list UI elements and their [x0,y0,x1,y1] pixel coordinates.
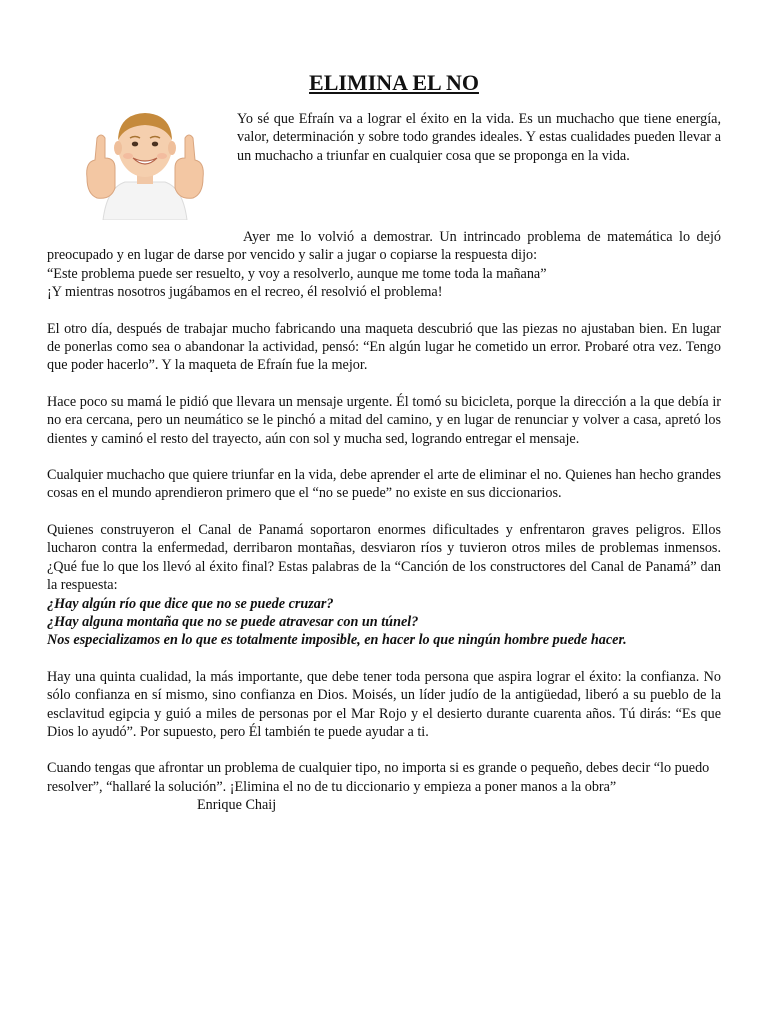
paragraph-8 [47,759,721,814]
intro-section [47,110,721,228]
song-line-3: Nos especializamos en lo que es totalmente imposible, en hacer lo que ningún hombre puede hacer. [47,632,627,649]
paragraph-3: El otro día, después de trabajar mucho fabricando una maqueta descubrió que las piezas no ajustaban bien. En lugar de ponerlas como sea o abandonar la actividad, pensó: “En algún lugar he cometido un error. Probaré otra vez. Tengo que poder hacerlo”. Y la maqueta de Efraín fue la mejor. [47,320,721,374]
paragraph-6: Quienes construyeron el Canal de Panamá soportaron enormes dificultades y enfrentaron graves peligros. Ellos lucharon contra la enfermedad, derribaron montañas, desviaron ríos y tuvieron otros miles de problemas inmensos. ¿Qué fue lo que los llevó al éxito final? Estas palabras de la “Canción de los constructores del Canal de Panamá” dan la respuesta: [47,521,721,594]
boy-thumbs-up-icon [81,108,209,220]
paragraph-4: Hace poco su mamá le pidió que llevara un mensaje urgente. Él tomó su bicicleta, porque la dirección a la que debía ir no era cercana, pero un neumático se le pinchó a mitad del camino, y en lugar de renunciar y volver a casa, apretó los dientes y caminó el resto del trayecto, aún con sol y mucha sed, logrando entregar el mensaje. [47,393,721,447]
paragraph-8-text: Cuando tengas que afrontar un problema de cualquier tipo, no importa si es grande o pequeño, debes decir “lo puedo resolver”, “hallaré la solución”. ¡Elimina el no de tu diccionario y empieza a poner manos a la obra” [47,760,710,795]
author-signature: Enrique Chaij [197,797,277,814]
paragraph-2-first: Ayer me lo volvió a demostrar. Un intrincado problema de matemática lo dejó preocupado y en lugar de darse por vencido y salir a jugar o copiarse la respuesta dijo: [47,229,721,264]
paragraph-2-quote: “Este problema puede ser resuelto, y voy a resolverlo, aunque me tome toda la mañana” [47,265,547,282]
intro-paragraph: Yo sé que Efraín va a lograr el éxito en la vida. Es un muchacho que tiene energía, valor, determinación y sobre todo grandes ideales. Y estas cualidades pueden llevar a un muchacho a triunfar en cualquier cosa que se proponga en la vida. [237,111,721,164]
paragraph-7: Hay una quinta cualidad, la más importante, que debe tener toda persona que aspira lograr el éxito: la confianza. No sólo confianza en sí mismo, sino confianza en Dios. Moisés, un líder judío de la antigüedad, liberó a su pueblo de la esclavitud egipcia y guió a miles de personas por el Mar Rojo y el desierto durante cuarenta años. Tú dirás: “Es que Dios lo ayudó”. Por supuesto, pero Él también te puede ayudar a ti. [47,668,721,740]
document-page [47,70,721,815]
song-line-1: ¿Hay algún río que dice que no se puede cruzar? [47,595,334,612]
document-title: ELIMINA EL NO [309,70,479,95]
song-line-2: ¿Hay alguna montaña que no se puede atravesar con un túnel? [47,613,419,630]
paragraph-2-end: ¡Y mientras nosotros jugábamos en el recreo, él resolvió el problema! [47,284,443,301]
paragraph-5: Cualquier muchacho que quiere triunfar en la vida, debe aprender el arte de eliminar el no. Quienes han hecho grandes cosas en el mundo aprendieron primero que el “no se puede” no existe en sus diccionarios. [47,467,721,502]
